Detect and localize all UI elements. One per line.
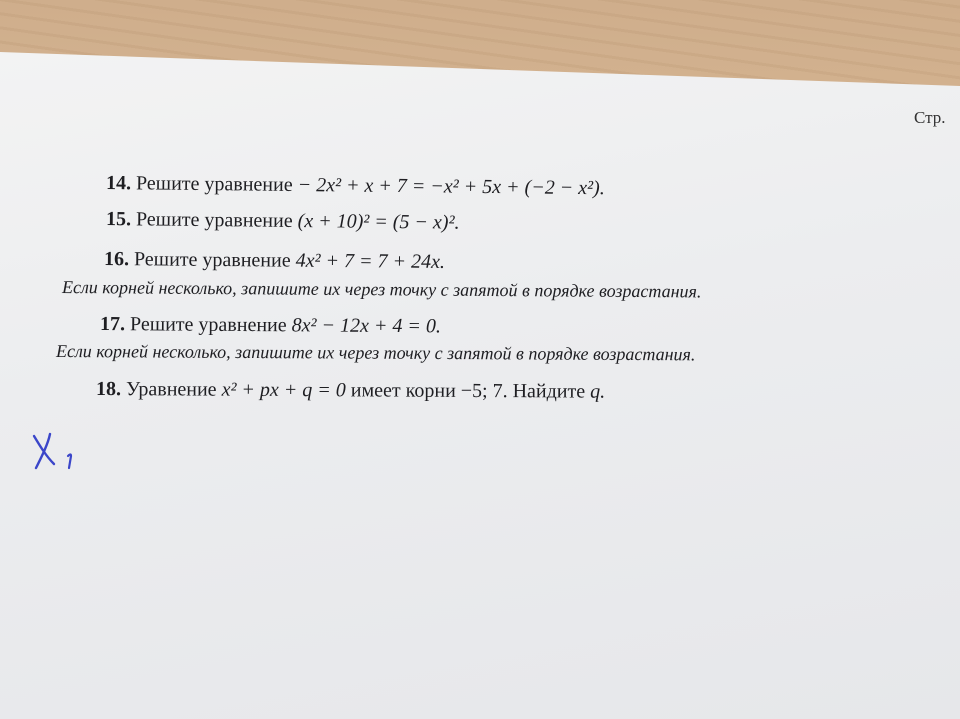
problem-16-note: Если корней несколько, запишите их через точку с запятой в порядке возрастания.	[61, 277, 702, 302]
problem-text: Уравнение	[125, 378, 217, 401]
handwritten-x1	[28, 430, 88, 474]
problem-text: Решите уравнение	[135, 208, 293, 232]
problem-number: 14.	[105, 172, 132, 195]
problem-17-note: Если корней несколько, запишите их через точку с запятой в порядке возрастания.	[55, 341, 696, 365]
equation: (x + 10)² = (5 − x)².	[297, 210, 460, 234]
problem-tail: имеет корни −5; 7. Найдите	[350, 379, 586, 403]
equation: x² + px + q = 0	[221, 378, 346, 402]
page-label: Стр.	[914, 108, 946, 127]
equation: 8x² − 12x + 4 = 0.	[291, 314, 441, 338]
equation: 4x² + 7 = 7 + 24x.	[295, 249, 445, 273]
problem-16	[104, 248, 445, 274]
problem-text: Решите уравнение	[129, 313, 287, 337]
unknown-variable: q.	[590, 380, 606, 403]
problem-number: 15.	[105, 208, 132, 231]
problem-18	[96, 378, 605, 404]
problem-number: 17.	[99, 313, 126, 336]
problem-number: 16.	[103, 248, 130, 271]
problem-number: 18.	[95, 378, 122, 401]
problem-text: Решите уравнение	[133, 248, 291, 272]
problem-15	[106, 208, 460, 235]
equation: − 2x² + x + 7 = −x² + 5x + (−2 − x²).	[297, 174, 605, 200]
problem-text: Решите уравнение	[135, 172, 293, 196]
problem-17	[100, 313, 441, 338]
